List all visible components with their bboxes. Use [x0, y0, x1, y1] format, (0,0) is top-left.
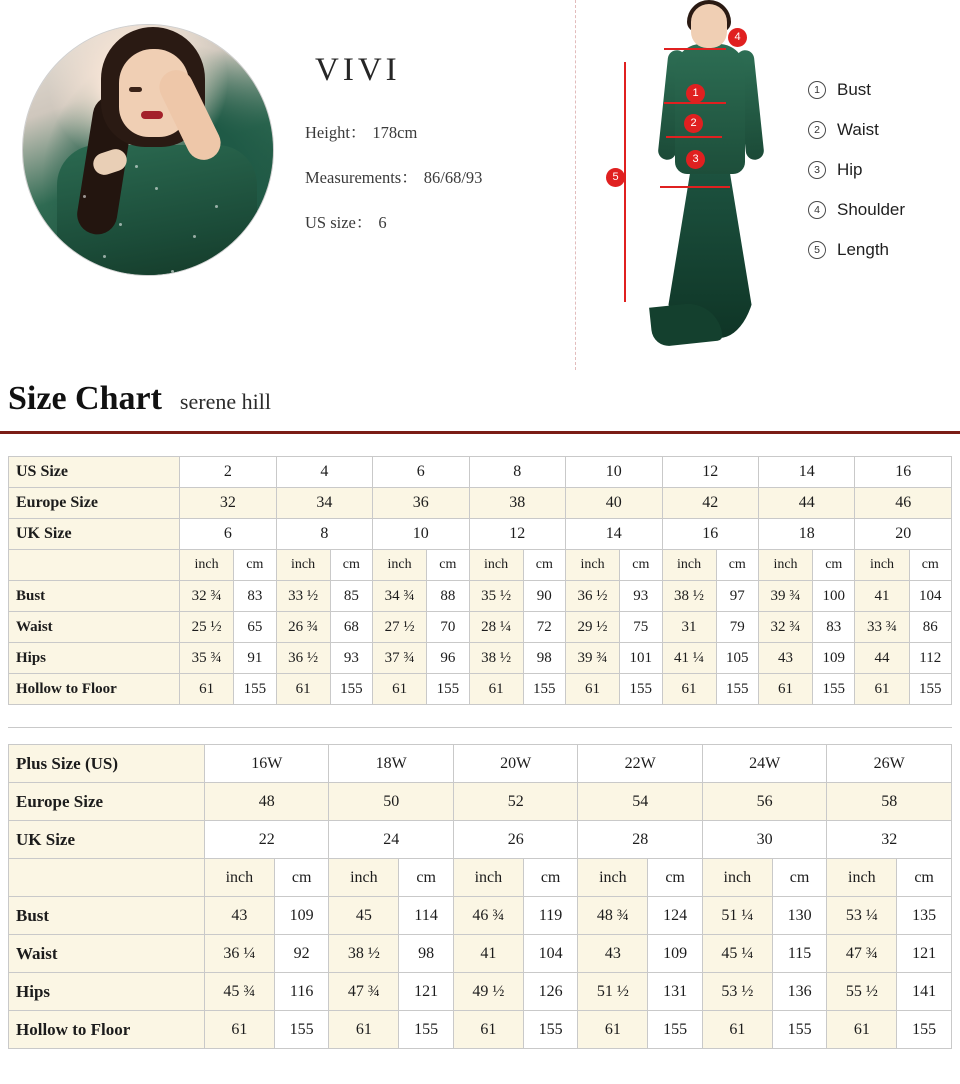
cell-plus-eu-1: 50: [329, 783, 453, 821]
unit-cell-15: cm: [909, 550, 951, 581]
figure-head: [691, 4, 727, 48]
waist-cell-9: 75: [620, 612, 662, 643]
table-row: [9, 935, 952, 973]
unit-cell-8: inch: [566, 550, 620, 581]
row-label-plus-hips: Hips: [9, 973, 205, 1011]
row-label-plus-waist: Waist: [9, 935, 205, 973]
waist-cell-15: 86: [909, 612, 951, 643]
cell-plus-uk-4: 30: [702, 821, 826, 859]
cell-uk-size-5: 16: [662, 519, 758, 550]
plus-unit-cell-10: inch: [827, 859, 897, 897]
model-photo-image: [23, 25, 273, 275]
plus-size-table: [8, 744, 952, 1049]
model-ussize: [305, 209, 575, 233]
bust-cell-1: 83: [234, 581, 276, 612]
badge-waist-icon: 2: [684, 114, 703, 133]
plus-bust-cell-10: 53 ¼: [827, 897, 897, 935]
model-specs: [305, 52, 575, 254]
plus-hollow-cell-2: 61: [329, 1011, 399, 1049]
plus-waist-cell-5: 104: [523, 935, 578, 973]
plus-unit-cell-5: cm: [523, 859, 578, 897]
diagram-figure: [651, 4, 771, 344]
measurement-diagram: [575, 0, 960, 370]
row-label-plus-size: Plus Size (US): [9, 745, 205, 783]
legend-num-2-icon: 2: [808, 121, 826, 139]
plus-unit-cell-4: inch: [453, 859, 523, 897]
bust-cell-10: 38 ½: [662, 581, 716, 612]
unit-cell-4: inch: [373, 550, 427, 581]
cell-plus-uk-0: 22: [205, 821, 329, 859]
plus-bust-cell-4: 46 ¾: [453, 897, 523, 935]
cell-eu-size-3: 38: [469, 488, 565, 519]
cell-plus-eu-3: 54: [578, 783, 702, 821]
plus-unit-cell-1: cm: [274, 859, 329, 897]
cell-uk-size-3: 12: [469, 519, 565, 550]
plus-waist-cell-0: 36 ¼: [205, 935, 275, 973]
waist-measure-line: [666, 136, 722, 138]
waist-cell-0: 25 ½: [180, 612, 234, 643]
row-label-plus-europe-size: Europe Size: [9, 783, 205, 821]
plus-hollow-cell-1: 155: [274, 1011, 329, 1049]
bust-cell-0: 32 ¾: [180, 581, 234, 612]
model-height: [305, 119, 575, 143]
plus-waist-cell-10: 47 ¾: [827, 935, 897, 973]
row-label-europe-size: Europe Size: [9, 488, 180, 519]
legend-num-4-icon: 4: [808, 201, 826, 219]
plus-hollow-cell-4: 61: [453, 1011, 523, 1049]
bust-cell-9: 93: [620, 581, 662, 612]
hollow-cell-5: 155: [427, 674, 469, 705]
standard-size-table: [8, 456, 952, 705]
plus-waist-cell-11: 121: [897, 935, 952, 973]
plus-waist-cell-9: 115: [772, 935, 827, 973]
unit-cell-5: cm: [427, 550, 469, 581]
brand-subtitle: serene hill: [179, 389, 271, 414]
cell-plus-size-4: 24W: [702, 745, 826, 783]
table-row-us-size: [9, 457, 952, 488]
table-row: [9, 1011, 952, 1049]
plus-hips-cell-2: 47 ¾: [329, 973, 399, 1011]
cell-plus-size-0: 16W: [205, 745, 329, 783]
plus-hips-cell-4: 49 ½: [453, 973, 523, 1011]
plus-bust-cell-0: 43: [205, 897, 275, 935]
badge-bust-icon: 1: [686, 84, 705, 103]
hips-cell-6: 38 ½: [469, 643, 523, 674]
unit-cell-0: inch: [180, 550, 234, 581]
cell-us-size-2: 6: [373, 457, 469, 488]
legend-item-hip: [808, 160, 905, 180]
unit-cell-11: cm: [716, 550, 758, 581]
plus-hips-cell-7: 131: [648, 973, 703, 1011]
model-ussize-label: US size：: [305, 213, 373, 232]
hollow-cell-7: 155: [523, 674, 565, 705]
cell-uk-size-0: 6: [180, 519, 276, 550]
bust-cell-15: 104: [909, 581, 951, 612]
hollow-cell-14: 61: [855, 674, 909, 705]
bust-cell-8: 36 ½: [566, 581, 620, 612]
waist-cell-14: 33 ¾: [855, 612, 909, 643]
cell-plus-eu-4: 56: [702, 783, 826, 821]
legend-label-hip: Hip: [837, 160, 863, 179]
unit-cell-2: inch: [276, 550, 330, 581]
cell-eu-size-1: 34: [276, 488, 372, 519]
hips-cell-10: 41 ¼: [662, 643, 716, 674]
waist-cell-1: 65: [234, 612, 276, 643]
hips-cell-14: 44: [855, 643, 909, 674]
legend-item-length: [808, 240, 905, 260]
badge-shoulder-icon: 4: [728, 28, 747, 47]
legend-label-length: Length: [837, 240, 889, 259]
plus-bust-cell-8: 51 ¼: [702, 897, 772, 935]
bust-cell-6: 35 ½: [469, 581, 523, 612]
plus-hollow-cell-8: 61: [702, 1011, 772, 1049]
cell-plus-eu-0: 48: [205, 783, 329, 821]
plus-bust-cell-1: 109: [274, 897, 329, 935]
cell-plus-eu-5: 58: [827, 783, 952, 821]
unit-cell-3: cm: [330, 550, 372, 581]
cell-plus-uk-1: 24: [329, 821, 453, 859]
left-eye-shape: [129, 87, 142, 92]
bust-cell-5: 88: [427, 581, 469, 612]
table-row-uk-size: [9, 519, 952, 550]
hollow-cell-3: 155: [330, 674, 372, 705]
cell-uk-size-4: 14: [566, 519, 662, 550]
table-row-units: [9, 550, 952, 581]
plus-waist-cell-6: 43: [578, 935, 648, 973]
unit-cell-7: cm: [523, 550, 565, 581]
model-photo: [22, 24, 274, 276]
cell-plus-size-3: 22W: [578, 745, 702, 783]
waist-cell-4: 27 ½: [373, 612, 427, 643]
bust-cell-2: 33 ½: [276, 581, 330, 612]
hips-cell-8: 39 ¾: [566, 643, 620, 674]
waist-cell-7: 72: [523, 612, 565, 643]
cell-plus-uk-3: 28: [578, 821, 702, 859]
plus-hips-cell-5: 126: [523, 973, 578, 1011]
waist-cell-2: 26 ¾: [276, 612, 330, 643]
plus-bust-cell-7: 124: [648, 897, 703, 935]
bust-cell-7: 90: [523, 581, 565, 612]
hips-cell-5: 96: [427, 643, 469, 674]
legend-item-waist: [808, 120, 905, 140]
waist-cell-8: 29 ½: [566, 612, 620, 643]
table-row-plus-europe-size: [9, 783, 952, 821]
legend-label-waist: Waist: [837, 120, 879, 139]
table-row: [9, 674, 952, 705]
plus-hips-cell-8: 53 ½: [702, 973, 772, 1011]
cell-us-size-3: 8: [469, 457, 565, 488]
cell-us-size-6: 14: [759, 457, 855, 488]
table-row-europe-size: [9, 488, 952, 519]
table-row-plus-size: [9, 745, 952, 783]
cell-eu-size-6: 44: [759, 488, 855, 519]
row-label-bust: Bust: [9, 581, 180, 612]
legend-num-3-icon: 3: [808, 161, 826, 179]
plus-unit-cell-2: inch: [329, 859, 399, 897]
plus-unit-cell-8: inch: [702, 859, 772, 897]
bust-cell-13: 100: [813, 581, 855, 612]
plus-hips-cell-6: 51 ½: [578, 973, 648, 1011]
size-chart-heading: [0, 380, 960, 440]
hips-cell-7: 98: [523, 643, 565, 674]
row-label-uk-size: UK Size: [9, 519, 180, 550]
plus-unit-cell-9: cm: [772, 859, 827, 897]
brand-name: VIVI: [315, 52, 401, 88]
hips-cell-13: 109: [813, 643, 855, 674]
badge-hip-icon: 3: [686, 150, 705, 169]
hip-measure-line: [660, 186, 730, 188]
unit-cell-9: cm: [620, 550, 662, 581]
cell-eu-size-7: 46: [855, 488, 952, 519]
plus-units-row-spacer: [9, 859, 205, 897]
bust-cell-11: 97: [716, 581, 758, 612]
cell-us-size-5: 12: [662, 457, 758, 488]
plus-hollow-cell-9: 155: [772, 1011, 827, 1049]
plus-waist-cell-8: 45 ¼: [702, 935, 772, 973]
model-measurements-label: Measurements：: [305, 168, 418, 187]
plus-unit-cell-11: cm: [897, 859, 952, 897]
cell-uk-size-1: 8: [276, 519, 372, 550]
table-row: [9, 897, 952, 935]
plus-waist-cell-2: 38 ½: [329, 935, 399, 973]
page-title: Size Chart: [8, 380, 162, 417]
diagram-legend: [808, 80, 905, 280]
plus-unit-cell-6: inch: [578, 859, 648, 897]
plus-unit-cell-0: inch: [205, 859, 275, 897]
plus-hips-cell-11: 141: [897, 973, 952, 1011]
hollow-cell-0: 61: [180, 674, 234, 705]
model-ussize-value: 6: [378, 213, 387, 232]
plus-hollow-cell-6: 61: [578, 1011, 648, 1049]
cell-uk-size-2: 10: [373, 519, 469, 550]
section-divider: [8, 727, 952, 728]
plus-unit-cell-3: cm: [399, 859, 454, 897]
legend-item-shoulder: [808, 200, 905, 220]
unit-cell-13: cm: [813, 550, 855, 581]
waist-cell-6: 28 ¼: [469, 612, 523, 643]
hollow-cell-15: 155: [909, 674, 951, 705]
hollow-cell-9: 155: [620, 674, 662, 705]
cell-plus-size-5: 26W: [827, 745, 952, 783]
cell-us-size-4: 10: [566, 457, 662, 488]
plus-bust-cell-3: 114: [399, 897, 454, 935]
plus-hips-cell-10: 55 ½: [827, 973, 897, 1011]
plus-bust-cell-11: 135: [897, 897, 952, 935]
model-measurements: [305, 164, 575, 188]
plus-bust-cell-9: 130: [772, 897, 827, 935]
bust-cell-14: 41: [855, 581, 909, 612]
hips-cell-12: 43: [759, 643, 813, 674]
plus-waist-cell-7: 109: [648, 935, 703, 973]
plus-hips-cell-1: 116: [274, 973, 329, 1011]
plus-unit-cell-7: cm: [648, 859, 703, 897]
hollow-cell-8: 61: [566, 674, 620, 705]
cell-plus-uk-2: 26: [453, 821, 577, 859]
unit-cell-6: inch: [469, 550, 523, 581]
row-label-plus-uk-size: UK Size: [9, 821, 205, 859]
plus-hollow-cell-5: 155: [523, 1011, 578, 1049]
shoulder-measure-line: [664, 48, 726, 50]
plus-hollow-cell-3: 155: [399, 1011, 454, 1049]
cell-plus-eu-2: 52: [453, 783, 577, 821]
hollow-cell-1: 155: [234, 674, 276, 705]
row-label-hips: Hips: [9, 643, 180, 674]
length-measure-line: [624, 62, 626, 302]
table-row: [9, 973, 952, 1011]
units-row-spacer: [9, 550, 180, 581]
legend-num-1-icon: 1: [808, 81, 826, 99]
hollow-cell-10: 61: [662, 674, 716, 705]
hollow-cell-4: 61: [373, 674, 427, 705]
cell-plus-size-1: 18W: [329, 745, 453, 783]
table-row-plus-units: [9, 859, 952, 897]
bust-cell-3: 85: [330, 581, 372, 612]
cell-plus-size-2: 20W: [453, 745, 577, 783]
unit-cell-14: inch: [855, 550, 909, 581]
waist-cell-5: 70: [427, 612, 469, 643]
plus-hollow-cell-0: 61: [205, 1011, 275, 1049]
cell-eu-size-4: 40: [566, 488, 662, 519]
plus-bust-cell-6: 48 ¾: [578, 897, 648, 935]
figure-torso: [675, 44, 745, 174]
waist-cell-3: 68: [330, 612, 372, 643]
hollow-cell-12: 61: [759, 674, 813, 705]
hips-cell-1: 91: [234, 643, 276, 674]
hollow-cell-11: 155: [716, 674, 758, 705]
cell-eu-size-0: 32: [180, 488, 276, 519]
plus-hips-cell-0: 45 ¾: [205, 973, 275, 1011]
plus-hips-cell-9: 136: [772, 973, 827, 1011]
legend-item-bust: [808, 80, 905, 100]
cell-uk-size-6: 18: [759, 519, 855, 550]
unit-cell-1: cm: [234, 550, 276, 581]
waist-cell-12: 32 ¾: [759, 612, 813, 643]
row-label-waist: Waist: [9, 612, 180, 643]
hips-cell-11: 105: [716, 643, 758, 674]
row-label-hollow-to-floor: Hollow to Floor: [9, 674, 180, 705]
hips-cell-0: 35 ¾: [180, 643, 234, 674]
hollow-cell-6: 61: [469, 674, 523, 705]
bust-cell-12: 39 ¾: [759, 581, 813, 612]
cell-eu-size-2: 36: [373, 488, 469, 519]
hollow-cell-2: 61: [276, 674, 330, 705]
model-block: [0, 0, 575, 370]
table-row-plus-uk-size: [9, 821, 952, 859]
row-label-plus-hollow-to-floor: Hollow to Floor: [9, 1011, 205, 1049]
cell-plus-uk-5: 32: [827, 821, 952, 859]
hips-cell-4: 37 ¾: [373, 643, 427, 674]
cell-eu-size-5: 42: [662, 488, 758, 519]
cell-us-size-1: 4: [276, 457, 372, 488]
lips-shape: [141, 111, 163, 119]
model-measurements-value: 86/68/93: [423, 168, 483, 187]
legend-num-5-icon: 5: [808, 241, 826, 259]
cell-us-size-0: 2: [180, 457, 276, 488]
unit-cell-12: inch: [759, 550, 813, 581]
plus-hollow-cell-11: 155: [897, 1011, 952, 1049]
table-row: [9, 581, 952, 612]
legend-label-bust: Bust: [837, 80, 872, 99]
table-row: [9, 643, 952, 674]
table-row: [9, 612, 952, 643]
row-label-plus-bust: Bust: [9, 897, 205, 935]
plus-waist-cell-1: 92: [274, 935, 329, 973]
plus-hips-cell-3: 121: [399, 973, 454, 1011]
waist-cell-10: 31: [662, 612, 716, 643]
model-height-label: Height：: [305, 123, 367, 142]
hips-cell-15: 112: [909, 643, 951, 674]
header-section: [0, 0, 960, 370]
model-height-value: 178cm: [372, 123, 418, 142]
unit-cell-10: inch: [662, 550, 716, 581]
cell-us-size-7: 16: [855, 457, 952, 488]
plus-waist-cell-3: 98: [399, 935, 454, 973]
plus-waist-cell-4: 41: [453, 935, 523, 973]
hips-cell-2: 36 ½: [276, 643, 330, 674]
plus-hollow-cell-10: 61: [827, 1011, 897, 1049]
waist-cell-11: 79: [716, 612, 758, 643]
plus-hollow-cell-7: 155: [648, 1011, 703, 1049]
hips-cell-9: 101: [620, 643, 662, 674]
legend-label-shoulder: Shoulder: [837, 200, 906, 219]
plus-bust-cell-5: 119: [523, 897, 578, 935]
row-label-us-size: US Size: [9, 457, 180, 488]
waist-cell-13: 83: [813, 612, 855, 643]
hips-cell-3: 93: [330, 643, 372, 674]
cell-uk-size-7: 20: [855, 519, 952, 550]
plus-bust-cell-2: 45: [329, 897, 399, 935]
bust-cell-4: 34 ¾: [373, 581, 427, 612]
badge-length-icon: 5: [606, 168, 625, 187]
hollow-cell-13: 155: [813, 674, 855, 705]
